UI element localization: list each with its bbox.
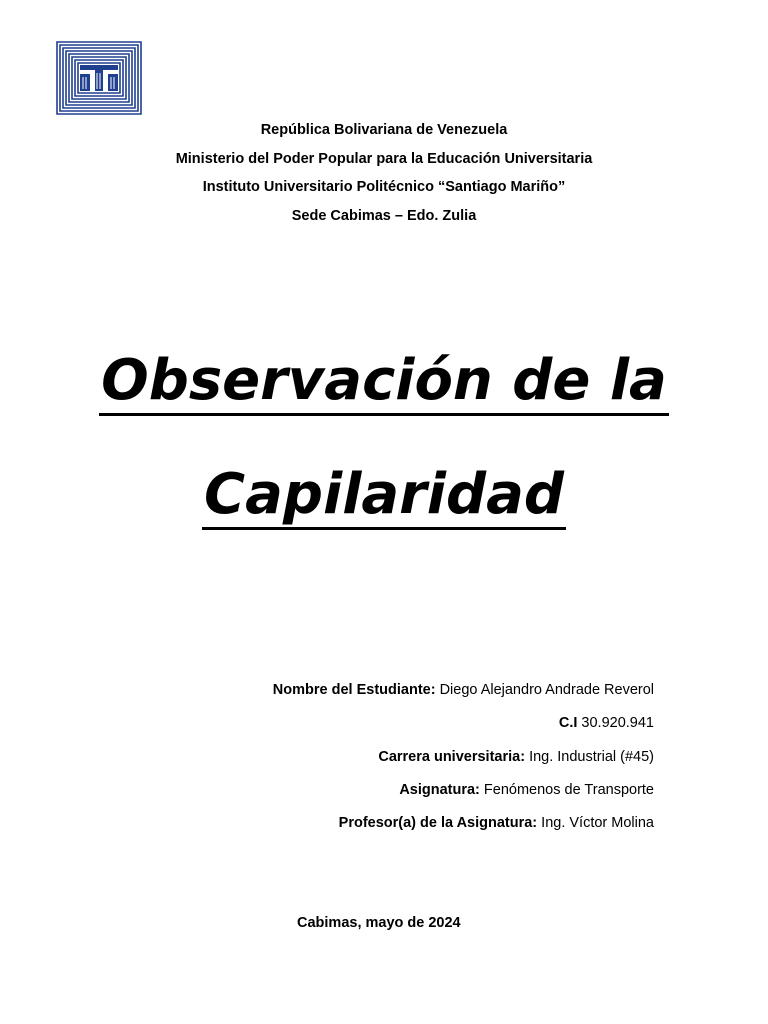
title-text-1: Observación de la bbox=[99, 349, 669, 416]
career-row bbox=[273, 747, 654, 780]
institution-header bbox=[0, 120, 768, 234]
ci-label: C.I bbox=[558, 715, 578, 732]
career-value: Ing. Industrial (#45) bbox=[529, 748, 654, 765]
student-name-label: Nombre del Estudiante: bbox=[272, 682, 436, 698]
header-ministry: Ministerio del Poder Popular para la Educación Universitaria bbox=[175, 150, 593, 167]
institute-logo-icon bbox=[56, 41, 142, 115]
header-campus: Sede Cabimas – Edo. Zulia bbox=[291, 207, 477, 224]
career-label: Carrera universitaria: bbox=[378, 748, 526, 765]
ci-value: 30.920.941 bbox=[581, 715, 654, 732]
professor-label: Profesor(a) de la Asignatura: bbox=[338, 815, 538, 832]
subject-label: Asignatura: bbox=[399, 781, 480, 798]
professor-value: Ing. Víctor Molina bbox=[541, 815, 654, 832]
subject-row bbox=[273, 780, 654, 813]
document-title-line-2 bbox=[0, 460, 768, 530]
student-name-value: Diego Alejandro Andrade Reverol bbox=[439, 682, 654, 698]
document-title-line-1 bbox=[0, 346, 768, 416]
subject-value: Fenómenos de Transporte bbox=[483, 781, 654, 798]
place-date: Cabimas, mayo de 2024 bbox=[297, 915, 461, 931]
student-info-block bbox=[273, 680, 654, 846]
professor-row bbox=[273, 813, 654, 846]
ci-row bbox=[273, 713, 654, 746]
title-text-2: Capilaridad bbox=[202, 463, 566, 530]
header-institute: Instituto Universitario Politécnico “Santiago Mariño” bbox=[202, 179, 566, 195]
header-country: República Bolivariana de Venezuela bbox=[260, 122, 508, 138]
student-name-row bbox=[273, 680, 654, 713]
